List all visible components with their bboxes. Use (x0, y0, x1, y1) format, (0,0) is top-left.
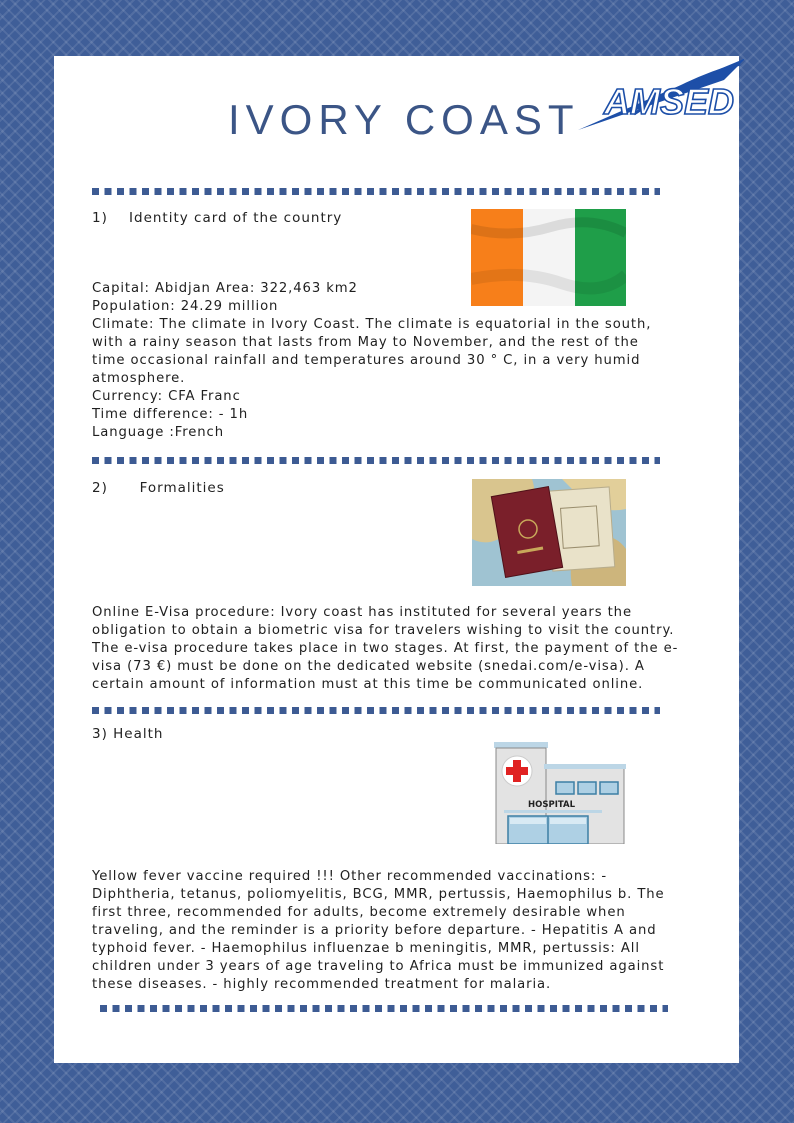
text-line: these diseases. - highly recommended treatment for malaria. (92, 977, 552, 992)
section-heading-formalities: 2) Formalities (92, 480, 225, 496)
page-sheet (54, 56, 739, 1063)
text-line: obligation to obtain a biometric visa for travelers wishing to visit the country. (92, 623, 675, 638)
dotted-divider (92, 457, 660, 464)
dotted-divider (92, 707, 660, 714)
dotted-divider (100, 1005, 668, 1012)
text-line: Population: 24.29 million (92, 299, 279, 314)
section-heading-identity: 1) Identity card of the country (92, 210, 343, 226)
passport-map-photo (472, 479, 626, 586)
text-line: Yellow fever vaccine required !!! Other recommended vaccinations: - (92, 869, 608, 884)
page-title: IVORY COAST (228, 96, 580, 143)
logo-text: AMSED (604, 81, 735, 122)
text-line: Online E-Visa procedure: Ivory coast has instituted for several years the (92, 605, 632, 620)
dotted-divider (92, 188, 660, 195)
text-line: typhoid fever. - Haemophilus influenzae b meningitis, MMR, pertussis: All (92, 941, 640, 956)
text-line: Currency: CFA Franc (92, 389, 241, 404)
text-line: Capital: Abidjan Area: 322,463 km2 (92, 281, 358, 296)
formalities-text (92, 604, 722, 694)
text-line: visa (73 €) must be done on the dedicated website (snedai.com/e-visa). A (92, 659, 645, 674)
hospital-sign-label: HOSPITAL (528, 800, 575, 810)
section-heading-health: 3) Health (92, 726, 164, 742)
health-text (92, 868, 722, 994)
text-line: children under 3 years of age traveling to Africa must be immunized against (92, 959, 665, 974)
text-line: certain amount of information must at this time be communicated online. (92, 677, 644, 692)
text-line: time occasional rainfall and temperatures around 30 ° C, in a very humid (92, 353, 641, 368)
text-line: Language :French (92, 425, 224, 440)
text-line: atmosphere. (92, 371, 186, 386)
text-line: The e-visa procedure takes place in two stages. At first, the payment of the e- (92, 641, 679, 656)
text-line: Diphtheria, tetanus, poliomyelitis, BCG, MMR, pertussis, Haemophilus b. The (92, 887, 665, 902)
text-line: first three, recommended for adults, become extremely desirable when (92, 905, 626, 920)
text-line: traveling, and the reminder is a priority before departure. - Hepatitis A and (92, 923, 657, 938)
amsed-logo (574, 58, 744, 138)
text-line: with a rainy season that lasts from May to November, and the rest of the (92, 335, 639, 350)
identity-text (92, 280, 722, 442)
text-line: Time difference: - 1h (92, 407, 249, 422)
text-line: Climate: The climate in Ivory Coast. The climate is equatorial in the south, (92, 317, 652, 332)
hospital-illustration (490, 740, 626, 844)
